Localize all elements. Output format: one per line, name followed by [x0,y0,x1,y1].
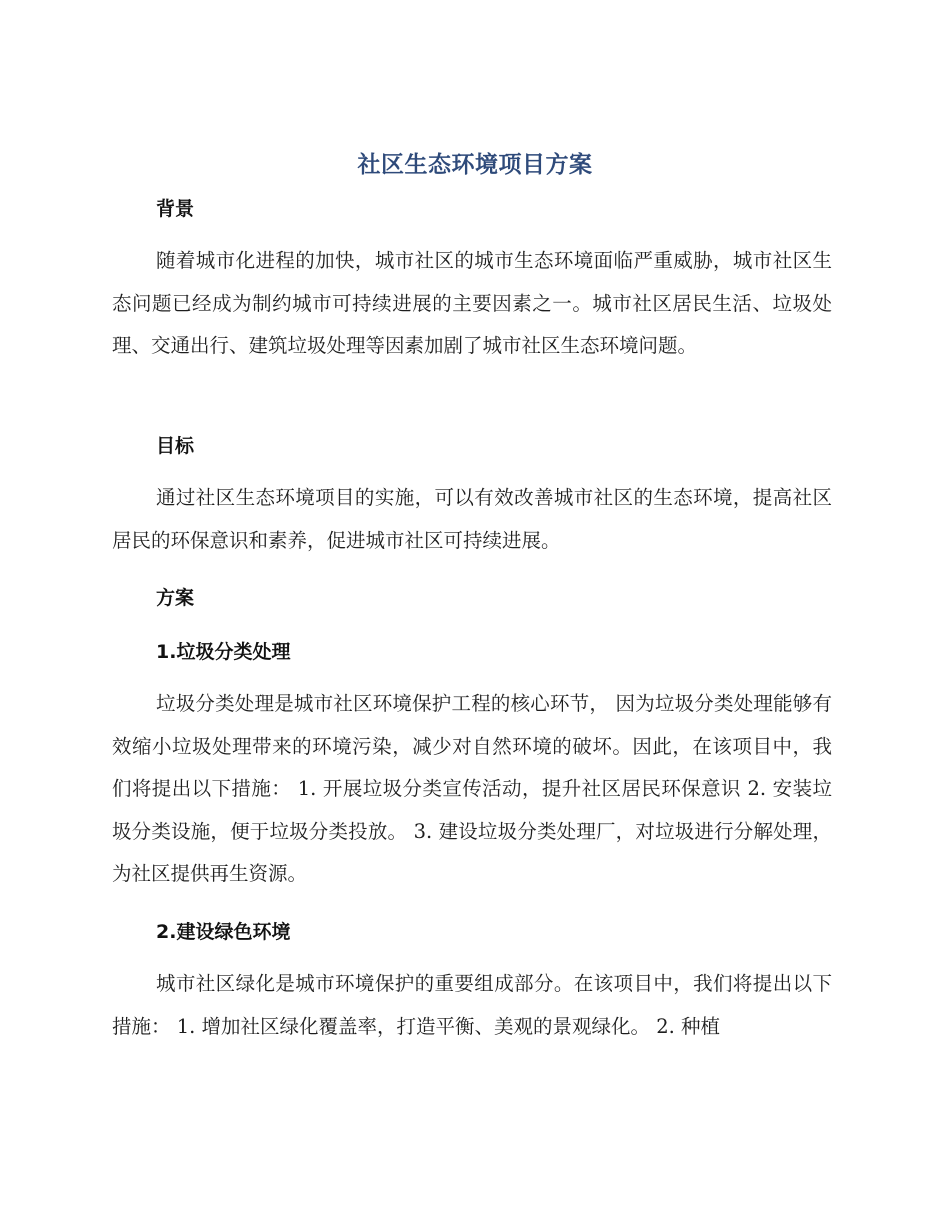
section-heading-plan: 方案 [156,587,195,609]
section-paragraph-waste-sorting: 垃圾分类处理是城市社区环境保护工程的核心环节， 因为垃圾分类处理能够有效缩小垃圾处理带来的环境污染，减少对自然环境的破坏。因此，在该项目中，我们将提出以下措施： 1. 开展垃圾分类宣传活动，提升社区居民环保意识 2. 安装垃圾分类设施，便于垃圾分类投放。 3. 建设垃圾分类处理厂，对垃圾进行分解处理，为社区提供再生资源。 [112,692,832,885]
document-title: 社区生态环境项目方案 [357,152,593,178]
section-paragraph-green-environment: 城市社区绿化是城市环境保护的重要组成部分。在该项目中，我们将提出以下措施： 1. 增加社区绿化覆盖率，打造平衡、美观的景观绿化。 2. 种植 [112,972,832,1038]
section-paragraph-goal: 通过社区生态环境项目的实施，可以有效改善城市社区的生态环境，提高社区居民的环保意识和素养，促进城市社区可持续进展。 [112,486,832,552]
section-heading-waste-sorting: 1.垃圾分类处理 [156,641,291,663]
section-heading-background: 背景 [156,198,195,220]
section-paragraph-background: 随着城市化进程的加快，城市社区的城市生态环境面临严重威胁，城市社区生态问题已经成为制约城市可持续进展的主要因素之一。城市社区居民生活、垃圾处理、交通出行、建筑垃圾处理等因素加剧了城市社区生态环境问题。 [112,249,832,357]
section-heading-goal: 目标 [156,435,195,457]
section-heading-green-environment: 2.建设绿色环境 [156,921,291,943]
